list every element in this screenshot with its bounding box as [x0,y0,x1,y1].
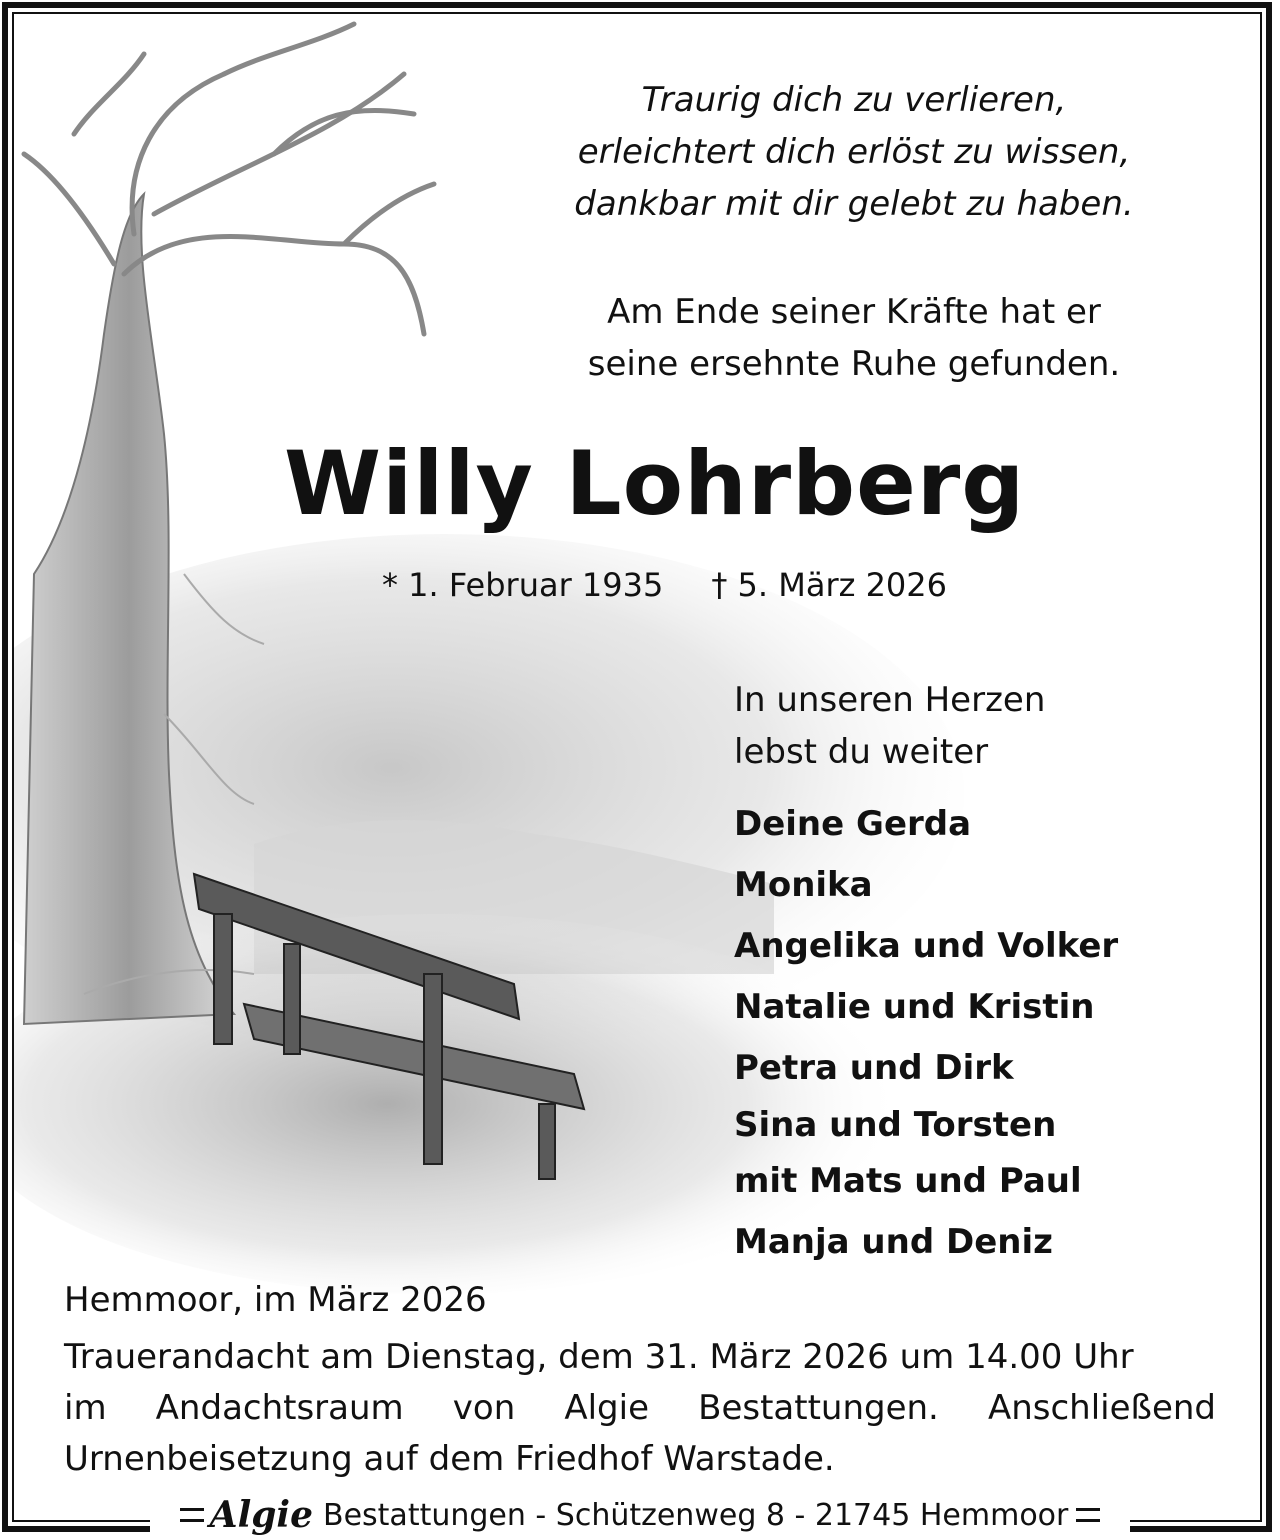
funeral-home-logo: Algie [209,1494,313,1536]
mourner: Monika [734,865,873,905]
quote [534,286,1174,390]
notice-card [12,12,1262,1522]
poem-line: Traurig dich zu verlieren, [641,80,1067,120]
funeral-home-address: Bestattungen - Schützenweg 8 - 21745 Hemmoor [323,1497,1069,1533]
birth-date: * 1. Februar 1935 [382,566,664,604]
mourner: Sina und Torsten [734,1105,1057,1145]
quote-line: Am Ende seiner Kräfte hat er [607,292,1101,332]
service-line: Trauerandacht am Dienstag, dem 31. März 2026 um 14.00 Uhr [64,1337,1134,1377]
tree-branches [24,24,434,334]
service-info [64,1332,1216,1485]
heart-phrase [734,674,1045,778]
divider-bars [180,1508,204,1522]
mourner: mit Mats und Paul [734,1161,1082,1201]
poem [534,74,1174,230]
divider-bars [1076,1508,1100,1522]
mourner: Natalie und Kristin [734,987,1095,1027]
heart-line: In unseren Herzen [734,680,1046,720]
heart-line: lebst du weiter [734,732,989,772]
mourner: Manja und Deniz [734,1222,1053,1262]
mourner: Petra und Dirk [734,1048,1014,1088]
mourner: Deine Gerda [734,804,972,844]
mourner: Angelika und Volker [734,926,1119,966]
service-line: im Andachtsraum von Algie Bestattungen. Anschließend [64,1388,1216,1428]
poem-line: dankbar mit dir gelebt zu haben. [574,184,1134,224]
poem-line: erleichtert dich erlöst zu wissen, [577,132,1131,172]
mourners-list [734,794,1118,1273]
quote-line: seine ersehnte Ruhe gefunden. [587,344,1121,384]
deceased-name: Willy Lohrberg [284,432,1026,535]
death-date: † 5. März 2026 [711,566,947,604]
funeral-home-footer [150,1494,1130,1536]
place-date: Hemmoor, im März 2026 [64,1280,487,1320]
service-line: Urnenbeisetzung auf dem Friedhof Warstade. [64,1439,835,1479]
life-dates [382,566,995,604]
